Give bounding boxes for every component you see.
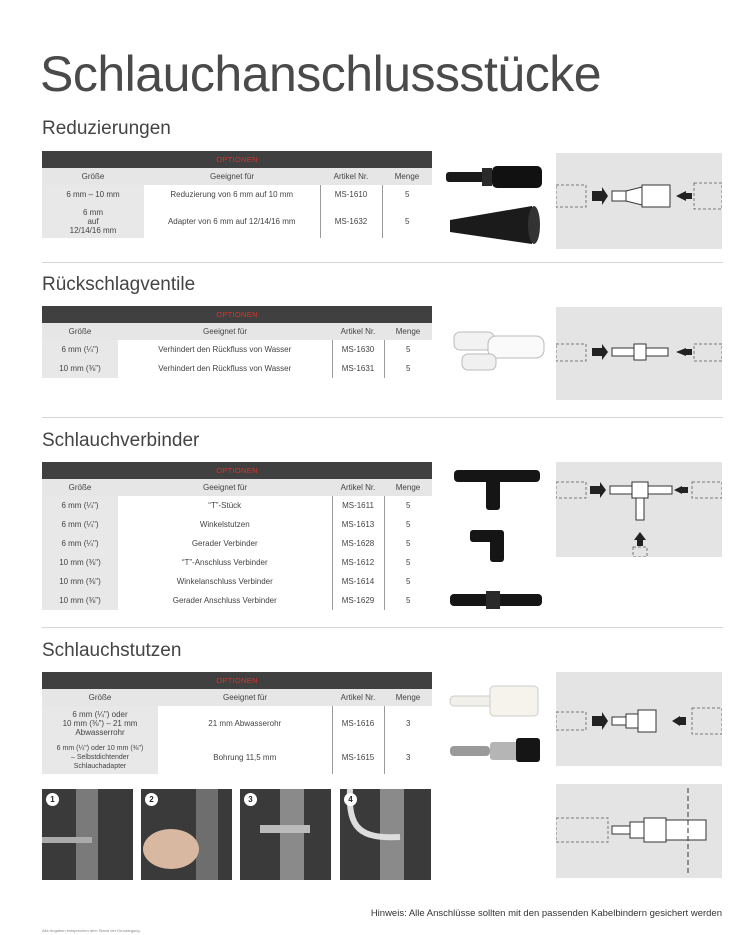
cell-size: 6 mm (¼") <box>42 496 118 515</box>
col-header: Menge <box>382 168 432 185</box>
cell-qty: 5 <box>406 539 411 548</box>
cell-article: MS-1632 <box>320 204 382 238</box>
table-schlauchstutzen <box>42 672 432 774</box>
cell-article: MS-1613 <box>332 515 384 534</box>
options-label: OPTIONEN <box>42 462 432 479</box>
col-header: Menge <box>384 689 432 706</box>
step-number: 2 <box>145 793 158 806</box>
cell-qty: 5 <box>406 520 411 529</box>
col-header: Artikel Nr. <box>332 479 384 496</box>
cell-use: “T”-Anschluss Verbinder <box>118 553 332 572</box>
cell-size: 10 mm (⅜") <box>42 553 118 572</box>
cell-qty: 5 <box>406 345 411 354</box>
cell-article: MS-1612 <box>332 553 384 572</box>
col-header: Größe <box>42 168 144 185</box>
cell-use: Winkelstutzen <box>118 515 332 534</box>
cell-qty: 5 <box>406 596 411 605</box>
cell-size: 6 mm (¼") <box>42 534 118 553</box>
section-title-schlauchstutzen: Schlauchstutzen <box>42 640 182 661</box>
reducer-diagram <box>556 153 722 249</box>
cell-qty: 5 <box>405 190 410 199</box>
divider <box>42 417 723 418</box>
cell-use: Verhindert den Rückfluss von Wasser <box>118 359 332 378</box>
cell-use: Winkelanschluss Verbinder <box>118 572 332 591</box>
col-header: Geeignet für <box>144 168 320 185</box>
cell-size: 10 mm (⅜") <box>42 591 118 610</box>
cell-article: MS-1616 <box>332 706 384 740</box>
cell-use: Gerader Anschluss Verbinder <box>118 591 332 610</box>
cell-size: 6 mm (¼") oder 10 mm (⅜") – 21 mm Abwasserrohr <box>42 706 158 740</box>
connector-photo <box>446 464 546 614</box>
col-header: Geeignet für <box>118 479 332 496</box>
options-label: OPTIONEN <box>42 151 432 168</box>
col-header: Größe <box>42 479 118 496</box>
col-header: Geeignet für <box>158 689 332 706</box>
cell-qty: 5 <box>406 558 411 567</box>
step-photo-2 <box>141 789 232 880</box>
cell-article: MS-1610 <box>320 185 382 204</box>
step-photo-1 <box>42 789 133 880</box>
step-number: 1 <box>46 793 59 806</box>
cell-size: 6 mm (¼") oder 10 mm (⅜") – Selbstdichtender Schlauchadapter <box>42 740 158 774</box>
cell-size: 10 mm (⅜") <box>42 572 118 591</box>
table-row <box>42 706 432 740</box>
cell-article: MS-1631 <box>332 359 384 378</box>
table-row <box>42 534 432 553</box>
stutzen-photo <box>446 680 546 776</box>
col-header: Artikel Nr. <box>332 323 384 340</box>
check-valve-photo <box>448 316 548 388</box>
table-row <box>42 553 432 572</box>
connector-diagram <box>556 462 722 557</box>
divider <box>42 262 723 263</box>
table-row <box>42 591 432 610</box>
table-schlauchverbinder <box>42 462 432 610</box>
hint-text: Hinweis: Alle Anschlüsse sollten mit den passenden Kabelbindern gesichert werden <box>370 908 722 919</box>
cell-size: 10 mm (⅜") <box>42 359 118 378</box>
cell-article: MS-1630 <box>332 340 384 359</box>
cell-use: Bohrung 11,5 mm <box>158 740 332 774</box>
cell-size: 6 mm (¼") <box>42 515 118 534</box>
col-header: Geeignet für <box>118 323 332 340</box>
cell-article: MS-1611 <box>332 496 384 515</box>
cell-size: 6 mm – 10 mm <box>42 185 144 204</box>
cell-use: “T”-Stück <box>118 496 332 515</box>
cell-article: MS-1629 <box>332 591 384 610</box>
divider <box>42 627 723 628</box>
cell-qty: 5 <box>406 501 411 510</box>
table-row <box>42 740 432 774</box>
stutzen-diagram-2 <box>556 784 722 878</box>
section-title-rueckschlagventile: Rückschlagventile <box>42 274 196 295</box>
table-row <box>42 572 432 591</box>
cell-qty: 5 <box>405 216 410 226</box>
col-header: Artikel Nr. <box>332 689 384 706</box>
table-row <box>42 204 432 238</box>
step-photo-3 <box>240 789 331 880</box>
options-label: OPTIONEN <box>42 306 432 323</box>
cell-size: 6 mm (¼") <box>42 340 118 359</box>
cell-article: MS-1615 <box>332 740 384 774</box>
cell-size: 6 mm auf 12/14/16 mm <box>42 204 144 238</box>
cell-qty: 5 <box>406 364 411 373</box>
cell-qty: 3 <box>406 718 411 728</box>
col-header: Menge <box>384 323 432 340</box>
table-row <box>42 359 432 378</box>
cell-qty: 3 <box>406 752 411 762</box>
cell-use: Reduzierung von 6 mm auf 10 mm <box>144 185 320 204</box>
col-header: Artikel Nr. <box>320 168 382 185</box>
table-rueckschlagventile <box>42 306 432 378</box>
options-label: OPTIONEN <box>42 672 432 689</box>
step-number: 3 <box>244 793 257 806</box>
reducer-photo <box>442 160 546 250</box>
cell-qty: 5 <box>406 577 411 586</box>
col-header: Menge <box>384 479 432 496</box>
step-number: 4 <box>344 793 357 806</box>
section-title-reduzierungen: Reduzierungen <box>42 118 171 139</box>
page-title: Schlauchanschlussstücke <box>40 46 602 102</box>
table-row <box>42 185 432 204</box>
cell-use: Adapter von 6 mm auf 12/14/16 mm <box>144 204 320 238</box>
cell-use: Verhindert den Rückfluss von Wasser <box>118 340 332 359</box>
section-title-schlauchverbinder: Schlauchverbinder <box>42 430 200 451</box>
col-header: Größe <box>42 323 118 340</box>
table-row <box>42 340 432 359</box>
table-reduzierungen <box>42 151 432 238</box>
stutzen-diagram-1 <box>556 672 722 766</box>
footnote: Alle Angaben entsprechen dem Stand der Drucklegung. <box>42 928 141 933</box>
cell-use: Gerader Verbinder <box>118 534 332 553</box>
check-valve-diagram <box>556 307 722 400</box>
table-row <box>42 515 432 534</box>
step-photo-4 <box>340 789 431 880</box>
col-header: Größe <box>42 689 158 706</box>
cell-article: MS-1628 <box>332 534 384 553</box>
cell-use: 21 mm Abwasserohr <box>158 706 332 740</box>
table-row <box>42 496 432 515</box>
cell-article: MS-1614 <box>332 572 384 591</box>
